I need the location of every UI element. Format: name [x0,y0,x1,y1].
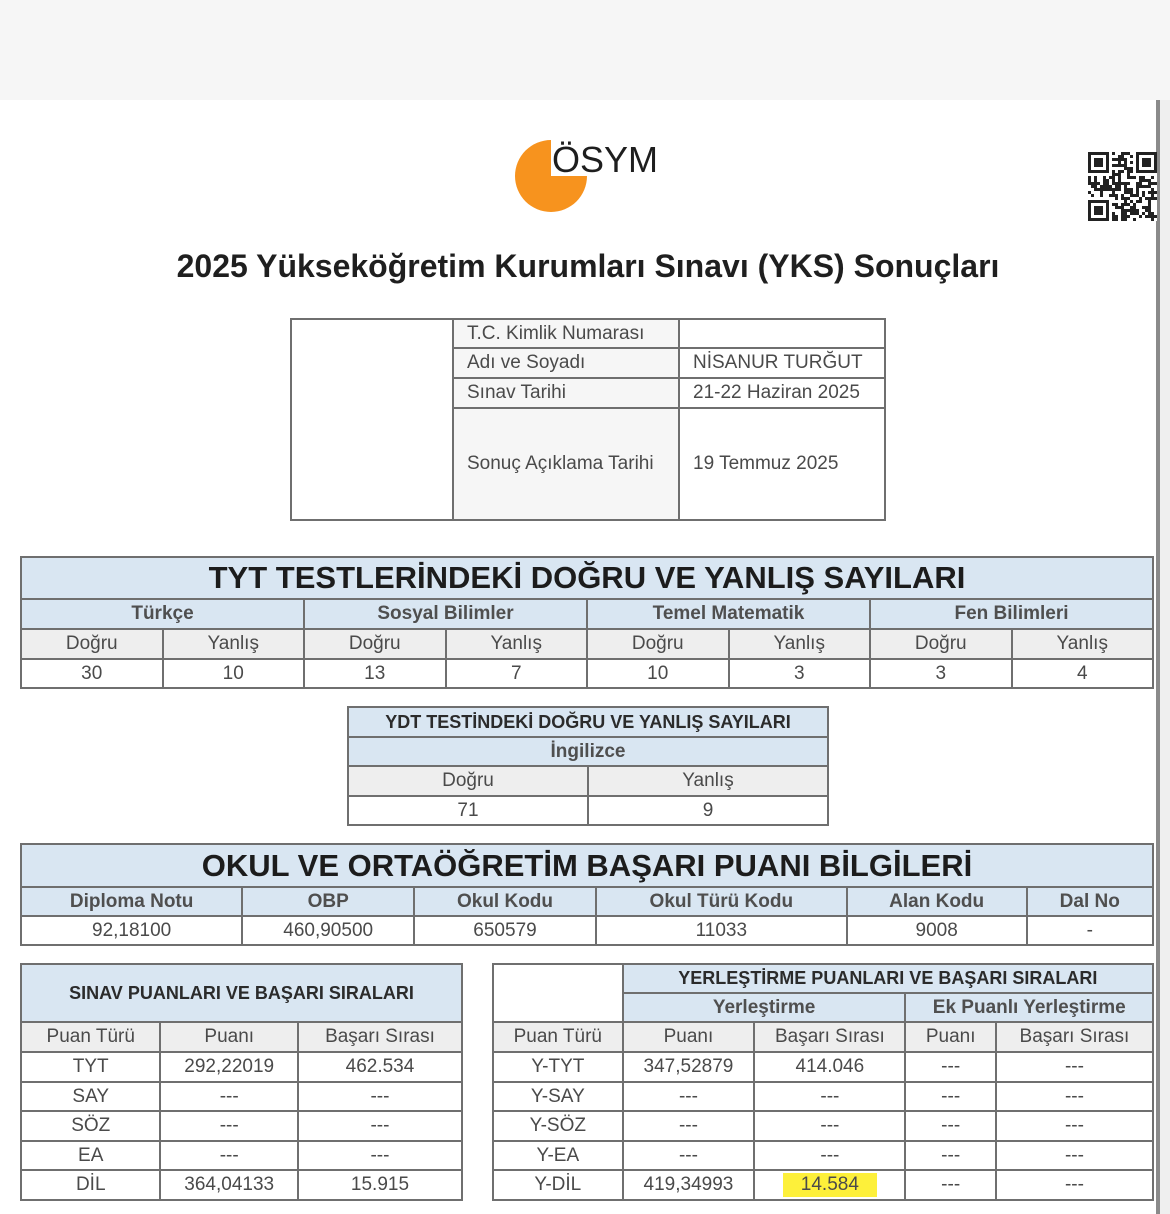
correct-label: Doğru [22,630,162,658]
school-code-label: Okul Kodu [415,888,595,915]
score-cell: --- [161,1142,297,1169]
correct-label: Doğru [871,630,1011,658]
wrong-label: Yanlış [447,630,587,658]
obp-value: 460,90500 [243,917,413,944]
wrong-count: 10 [164,660,304,687]
extra-rank-cell: --- [997,1142,1152,1169]
column-header: Puanı [906,1023,994,1051]
score-cell: 419,34993 [624,1171,754,1199]
extra-rank-cell: --- [997,1083,1152,1110]
subject-sosyal-bilimler: Sosyal Bilimler [305,600,586,628]
wrong-label: Yanlış [730,630,870,658]
column-header: Puan Türü [22,1023,159,1051]
wrong-label: Yanlış [589,767,827,795]
wrong-count: 9 [589,797,827,824]
id-number-value [680,320,884,347]
score-type-cell: TYT [22,1053,159,1081]
diploma-grade-value: 92,18100 [22,917,241,944]
exam-scores-title: SINAV PUANLARI VE BAŞARI SIRALARI [22,965,461,1021]
score-type-cell: Y-EA [494,1142,622,1169]
correct-label: Doğru [305,630,445,658]
column-header: Puan Türü [494,1023,622,1051]
extra-rank-cell: --- [997,1053,1152,1081]
exam-date-label: Sınav Tarihi [454,379,678,407]
school-info-table [20,843,1154,946]
column-header: Başarı Sırası [299,1023,461,1051]
score-type-cell: Y-SAY [494,1083,622,1110]
correct-count: 3 [871,660,1011,687]
subject-fen-bilimleri: Fen Bilimleri [871,600,1152,628]
score-type-cell: EA [22,1142,159,1169]
ydt-table-title: YDT TESTİNDEKİ DOĞRU VE YANLIŞ SAYILARI [349,708,827,736]
score-type-cell: Y-SÖZ [494,1112,622,1140]
correct-label: Doğru [588,630,728,658]
extra-score-cell: --- [906,1142,994,1169]
score-type-cell: DİL [22,1171,159,1199]
wrong-label: Yanlış [164,630,304,658]
score-cell: --- [624,1112,754,1140]
column-header: Başarı Sırası [755,1023,904,1051]
wrong-count: 4 [1013,660,1153,687]
photo-area [292,320,452,519]
ydt-results-table [347,706,829,826]
score-type-cell: Y-TYT [494,1053,622,1081]
id-number-label: T.C. Kimlik Numarası [454,320,678,347]
score-cell: 364,04133 [161,1171,297,1199]
highlighted-rank: 14.584 [783,1173,877,1197]
branch-no-label: Dal No [1028,888,1152,915]
correct-count: 30 [22,660,162,687]
branch-no-value: - [1028,917,1152,944]
rank-cell: 15.915 [299,1171,461,1199]
name-value: NİSANUR TURĞUT [680,349,884,377]
diploma-grade-label: Diploma Notu [22,888,241,915]
extra-score-cell: --- [906,1083,994,1110]
rank-cell: --- [299,1142,461,1169]
extra-score-cell: --- [906,1171,994,1199]
osym-logo-text: ÖSYM [552,139,659,180]
placement-scores-table [492,963,1154,1201]
school-type-code-value: 11033 [597,917,846,944]
school-type-code-label: Okul Türü Kodu [597,888,846,915]
rank-cell: --- [755,1142,904,1169]
tyt-results-table [20,556,1154,689]
obp-label: OBP [243,888,413,915]
result-date-value: 19 Temmuz 2025 [680,409,884,519]
wrong-count: 7 [447,660,587,687]
correct-count: 71 [349,797,587,824]
subject-temel-matematik: Temel Matematik [588,600,869,628]
subject-ingilizce: İngilizce [349,738,827,765]
rank-cell: 462.534 [299,1053,461,1081]
field-code-label: Alan Kodu [848,888,1026,915]
extra-rank-cell: --- [997,1112,1152,1140]
score-cell: --- [161,1112,297,1140]
score-type-cell: SAY [22,1083,159,1110]
score-cell: 347,52879 [624,1053,754,1081]
extra-rank-cell: --- [997,1171,1152,1199]
correct-count: 10 [588,660,728,687]
column-header: Puanı [161,1023,297,1051]
result-date-label: Sonuç Açıklama Tarihi [454,409,678,519]
exam-date-value: 21-22 Haziran 2025 [680,379,884,407]
extra-score-cell: --- [906,1112,994,1140]
placement-group-header: Yerleştirme [624,994,905,1021]
correct-label: Doğru [349,767,587,795]
extra-placement-group-header: Ek Puanlı Yerleştirme [906,994,1152,1021]
rank-cell: 414.046 [755,1053,904,1081]
rank-cell: --- [755,1112,904,1140]
rank-cell [755,1171,904,1199]
score-cell: --- [624,1083,754,1110]
placement-scores-title: YERLEŞTİRME PUANLARI VE BAŞARI SIRALARI [624,965,1152,992]
school-table-title: OKUL VE ORTAÖĞRETİM BAŞARI PUANI BİLGİLERİ [22,845,1152,886]
exam-scores-table [20,963,463,1201]
score-type-cell: Y-DİL [494,1171,622,1199]
column-header: Puanı [624,1023,754,1051]
extra-score-cell: --- [906,1053,994,1081]
page-title: 2025 Yükseköğretim Kurumları Sınavı (YKS) Sonuçları [176,248,1000,284]
osym-logo [505,128,685,218]
wrong-label: Yanlış [1013,630,1153,658]
rank-cell: --- [299,1112,461,1140]
candidate-info-table [290,318,886,521]
subject-turkce: Türkçe [22,600,303,628]
score-cell: --- [624,1142,754,1169]
score-cell: --- [161,1083,297,1110]
blank-corner-cell [494,965,622,1021]
top-margin [0,0,1170,100]
score-type-cell: SÖZ [22,1112,159,1140]
school-code-value: 650579 [415,917,595,944]
qr-code [1088,152,1157,221]
column-header: Başarı Sırası [997,1023,1152,1051]
wrong-count: 3 [730,660,870,687]
tyt-table-title: TYT TESTLERİNDEKİ DOĞRU VE YANLIŞ SAYILARI [22,558,1152,598]
name-label: Adı ve Soyadı [454,349,678,377]
rank-cell: --- [755,1083,904,1110]
correct-count: 13 [305,660,445,687]
field-code-value: 9008 [848,917,1026,944]
score-cell: 292,22019 [161,1053,297,1081]
rank-cell: --- [299,1083,461,1110]
